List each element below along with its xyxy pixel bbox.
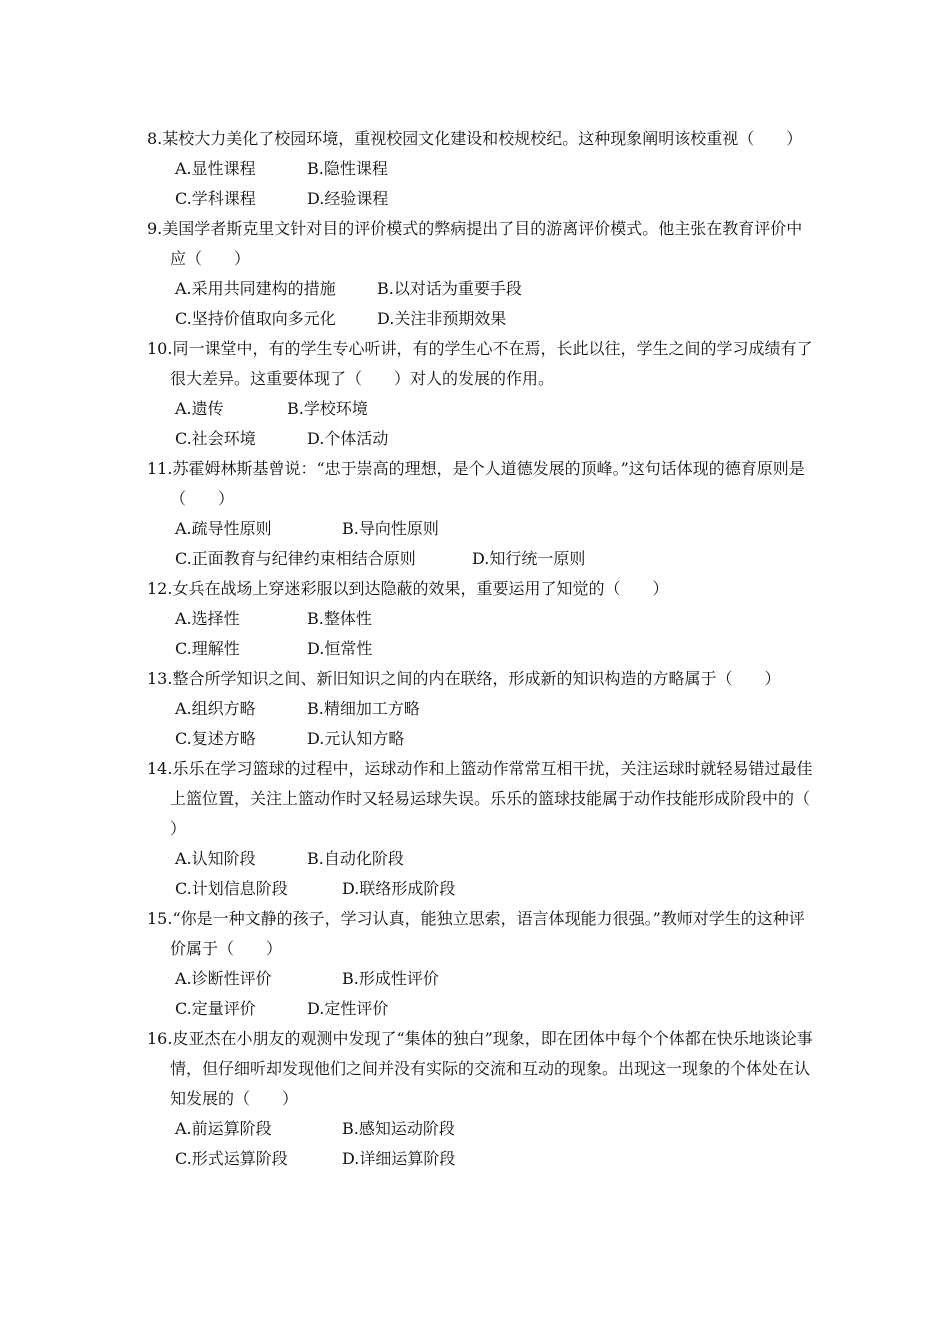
option-b: B.形成性评价 xyxy=(342,969,439,988)
option-c: C.复述方略 xyxy=(175,729,256,748)
option-d: D.个体活动 xyxy=(307,429,389,448)
option-a: A.疏导性原则 xyxy=(175,519,272,538)
option-d: D.定性评价 xyxy=(307,999,389,1018)
options-row xyxy=(147,184,817,214)
question-8 xyxy=(147,124,817,214)
option-d: D.知行统一原则 xyxy=(472,549,586,568)
option-c: C.形式运算阶段 xyxy=(175,1149,288,1168)
option-b: B.感知运动阶段 xyxy=(342,1119,455,1138)
option-b: B.学校环境 xyxy=(287,399,368,418)
option-d: D.经验课程 xyxy=(307,189,389,208)
option-b: B.精细加工方略 xyxy=(307,699,420,718)
options-row xyxy=(147,694,817,724)
options-row xyxy=(147,1114,817,1144)
options-row xyxy=(147,304,817,334)
option-b: B.隐性课程 xyxy=(307,159,388,178)
option-c: C.坚持价值取向多元化 xyxy=(175,309,336,328)
question-stem: 11.苏霍姆林斯基曾说：“忠于崇高的理想，是个人道德发展的顶峰。”这句话体现的德育原则是（ ） xyxy=(147,459,805,508)
question-stem: 10.同一课堂中，有的学生专心听讲，有的学生心不在焉，长此以往，学生之间的学习成绩有了很大差异。这重要体现了（ ）对人的发展的作用。 xyxy=(147,339,813,388)
question-11 xyxy=(147,454,817,574)
option-b: B.导向性原则 xyxy=(342,519,439,538)
option-a: A.采用共同建构的措施 xyxy=(175,279,336,298)
options-row xyxy=(147,544,817,574)
option-b: B.以对话为重要手段 xyxy=(377,279,522,298)
question-9 xyxy=(147,214,817,334)
options-row xyxy=(147,1144,817,1174)
option-a: A.遗传 xyxy=(175,399,224,418)
option-c: C.计划信息阶段 xyxy=(175,879,288,898)
options-row xyxy=(147,964,817,994)
options-row xyxy=(147,724,817,754)
question-list xyxy=(147,124,843,1174)
question-stem: 15.“你是一种文静的孩子，学习认真，能独立思索，语言体现能力很强。”教师对学生的这种评价属于（ ） xyxy=(147,909,805,958)
option-a: A.选择性 xyxy=(175,609,240,628)
options-row xyxy=(147,844,817,874)
option-c: C.理解性 xyxy=(175,639,240,658)
options-row xyxy=(147,394,817,424)
options-row xyxy=(147,874,817,904)
question-10 xyxy=(147,334,817,454)
question-16 xyxy=(147,1024,817,1174)
question-stem: 16.皮亚杰在小朋友的观测中发现了“集体的独白”现象，即在团体中每个个体都在快乐地谈论事情，但仔细听却发现他们之间并没有实际的交流和互动的现象。出现这一现象的个体处在认知发展的（ ） xyxy=(147,1029,813,1108)
option-c: C.社会环境 xyxy=(175,429,256,448)
question-12 xyxy=(147,574,817,664)
question-stem: 9.美国学者斯克里文针对目的评价模式的弊病提出了目的游离评价模式。他主张在教育评价中应（ ） xyxy=(147,219,803,268)
options-row xyxy=(147,514,817,544)
options-row xyxy=(147,634,817,664)
question-stem: 13.整合所学知识之间、新旧知识之间的内在联络，形成新的知识构造的方略属于（ ） xyxy=(147,669,781,688)
question-stem: 12.女兵在战场上穿迷彩服以到达隐蔽的效果，重要运用了知觉的（ ） xyxy=(147,579,669,598)
option-a: A.诊断性评价 xyxy=(175,969,272,988)
question-stem: 14.乐乐在学习篮球的过程中，运球动作和上篮动作常常互相干扰，关注运球时就轻易错过最佳上篮位置，关注上篮动作时又轻易运球失误。乐乐的篮球技能属于动作技能形成阶段中的（ ） xyxy=(147,759,843,838)
option-c: C.正面教育与纪律约束相结合原则 xyxy=(175,549,416,568)
option-d: D.联络形成阶段 xyxy=(342,879,456,898)
question-stem: 8.某校大力美化了校园环境，重视校园文化建设和校规校纪。这种现象阐明该校重视（ ） xyxy=(147,129,803,148)
option-d: D.详细运算阶段 xyxy=(342,1149,456,1168)
option-d: D.元认知方略 xyxy=(307,729,405,748)
option-d: D.关注非预期效果 xyxy=(377,309,507,328)
option-a: A.显性课程 xyxy=(175,159,256,178)
question-15 xyxy=(147,904,817,1024)
options-row xyxy=(147,604,817,634)
option-b: B.整体性 xyxy=(307,609,372,628)
option-c: C.定量评价 xyxy=(175,999,256,1018)
option-a: A.组织方略 xyxy=(175,699,256,718)
options-row xyxy=(147,994,817,1024)
options-row xyxy=(147,424,817,454)
option-c: C.学科课程 xyxy=(175,189,256,208)
option-b: B.自动化阶段 xyxy=(307,849,404,868)
option-a: A.前运算阶段 xyxy=(175,1119,272,1138)
question-13 xyxy=(147,664,817,754)
option-a: A.认知阶段 xyxy=(175,849,256,868)
options-row xyxy=(147,154,817,184)
option-d: D.恒常性 xyxy=(307,639,373,658)
options-row xyxy=(147,274,817,304)
question-14 xyxy=(147,754,843,904)
